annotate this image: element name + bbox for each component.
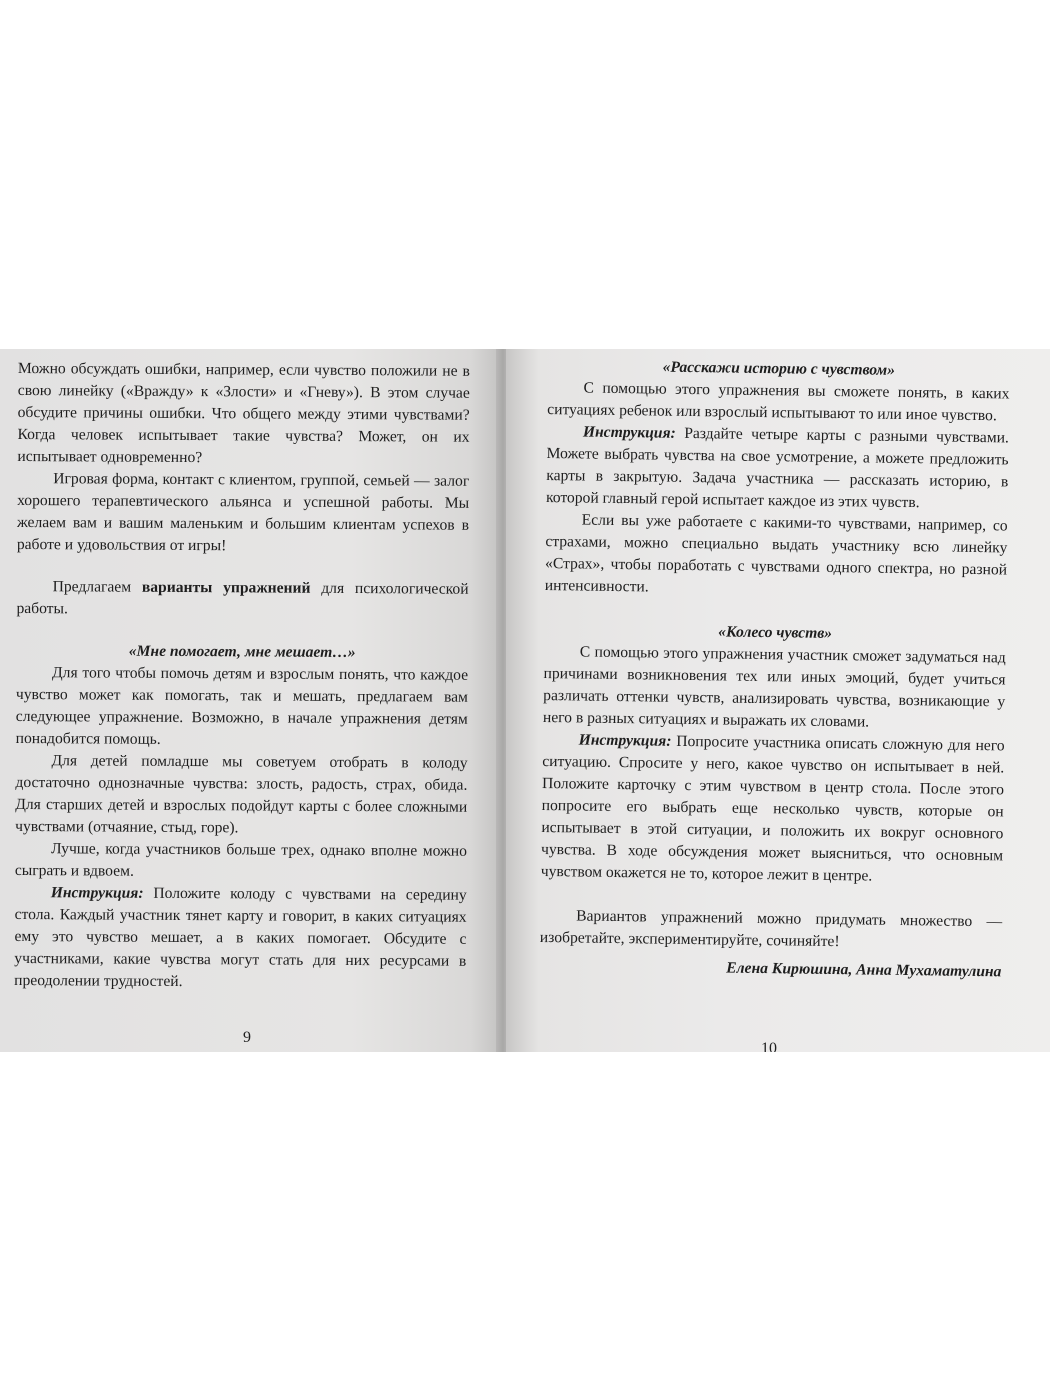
paragraph: Для того чтобы помочь детям и взрослым понять, что каждое чувство может как помогать, так и мешать, предлагаем вам следующее упражнение. Возможно, в начале упражнения детям понадобится помощь. — [15, 664, 469, 748]
closing-paragraph: Вариантов упражнений можно придумать множество — изобретайте, экспериментируйте, сочиняйте! — [539, 907, 1003, 951]
instruction-text: Положите колоду с чувствами на середину стола. Каждый участник тянет карту и говорит, в каких ситуациях ему это чувство мешает, а в каких помогает. Обсудите с участниками, какие чувства могут стать для них ресурсами в преодолении трудностей. — [14, 884, 467, 991]
instruction-label: Инструкция: — [50, 884, 144, 902]
page-number-left: 9 — [243, 1029, 251, 1046]
offer-suffix: для психологической работы. — [16, 579, 469, 618]
instruction-paragraph — [14, 882, 467, 995]
paragraph: Можно обсуждать ошибки, например, если чувство положили не в свою линейку («Вражду» к «Злости» и «Гневу»). В этом случае обсудите причины ошибки. Что общего между этими чувствами? Когда человек испытывает такие чувства? Может, он их испытывает одновременно? — [17, 359, 470, 467]
instruction-paragraph — [541, 729, 1005, 889]
signature: Елена Кирюшина, Анна Мухаматулина — [726, 959, 1002, 981]
exercise-title: «Мне помогает, мне мешает…» — [128, 642, 356, 662]
instruction-text: Раздайте четыре карты с разными чувствами. Можете выбрать чувства на свое усмотрение, а можете предложить карты в закрытую. Задача участника — рассказать историю, в которой главный герой испытает каждое из этих чувств. — [545, 424, 1010, 512]
paragraph: Лучше, когда участников больше трех, однако вполне можно сыграть и вдвоем. — [14, 840, 468, 880]
offer-paragraph — [16, 576, 468, 623]
paragraph: С помощью этого упражнения участник сможет задуматься над причинами возникновения тех или иных эмоций, будет учиться различать оттенки чувств, анализировать чувства, возникающие у него в разных ситуациях и выражать их словами. — [542, 643, 1006, 731]
exercise1-title: «Расскажи историю с чувством» — [662, 358, 896, 379]
offer-bold: варианты упражнений — [141, 578, 311, 597]
offer-prefix: Предлагаем — [52, 578, 142, 596]
paragraph: Для детей помладше мы советуем отобрать в колоду достаточно однозначные чувства: злость, радость, страх, обида. Для старших детей и взрослых подойдут карты с более сложными чувствами (отчаяние, стыд, горе). — [15, 752, 468, 837]
left-page-text — [14, 358, 470, 995]
right-page — [506, 349, 1050, 1052]
paragraph: Игровая форма, контакт с клиентом, группой, семьей — залог хорошего терапевтического альянса и успешной работы. Мы желаем вам и вашим маленьким и большим клиентам успехов в работе и удовольствия от игры! — [16, 470, 470, 555]
instruction-label: Инструкция: — [582, 423, 676, 442]
page-number-right: 10 — [761, 1040, 777, 1052]
exercise2-title: «Колесо чувств» — [718, 623, 833, 642]
left-page — [0, 349, 500, 1052]
book-spread — [0, 349, 1050, 1052]
instruction-paragraph — [546, 421, 1009, 515]
paragraph: Если вы уже работаете с какими-то чувствами, например, со страхами, можно специально выдать участнику всю линейку «Страх», чтобы поработать с чувствами одного спектра, но разной интенсивности. — [544, 511, 1008, 596]
instruction-label: Инструкция: — [578, 731, 672, 750]
paragraph: С помощью этого упражнения вы сможете понять, в каких ситуациях ребенок или взрослый испытывают то или иное чувство. — [547, 379, 1010, 425]
right-page-text — [539, 355, 1010, 983]
instruction-text: Попросите участника описать сложную для него ситуацию. Спросите у него, какое чувство он испытывает в ней. Положите карточку с этим чувством в центр стола. После этого попросите его выбрать еще несколько чувств, которые он испытывает в этой ситуации, и положить их вокруг основного чувства. В ходе обсуждения может выясниться, что основным чувством окажется не то, которое лежит в центре. — [540, 732, 1005, 885]
